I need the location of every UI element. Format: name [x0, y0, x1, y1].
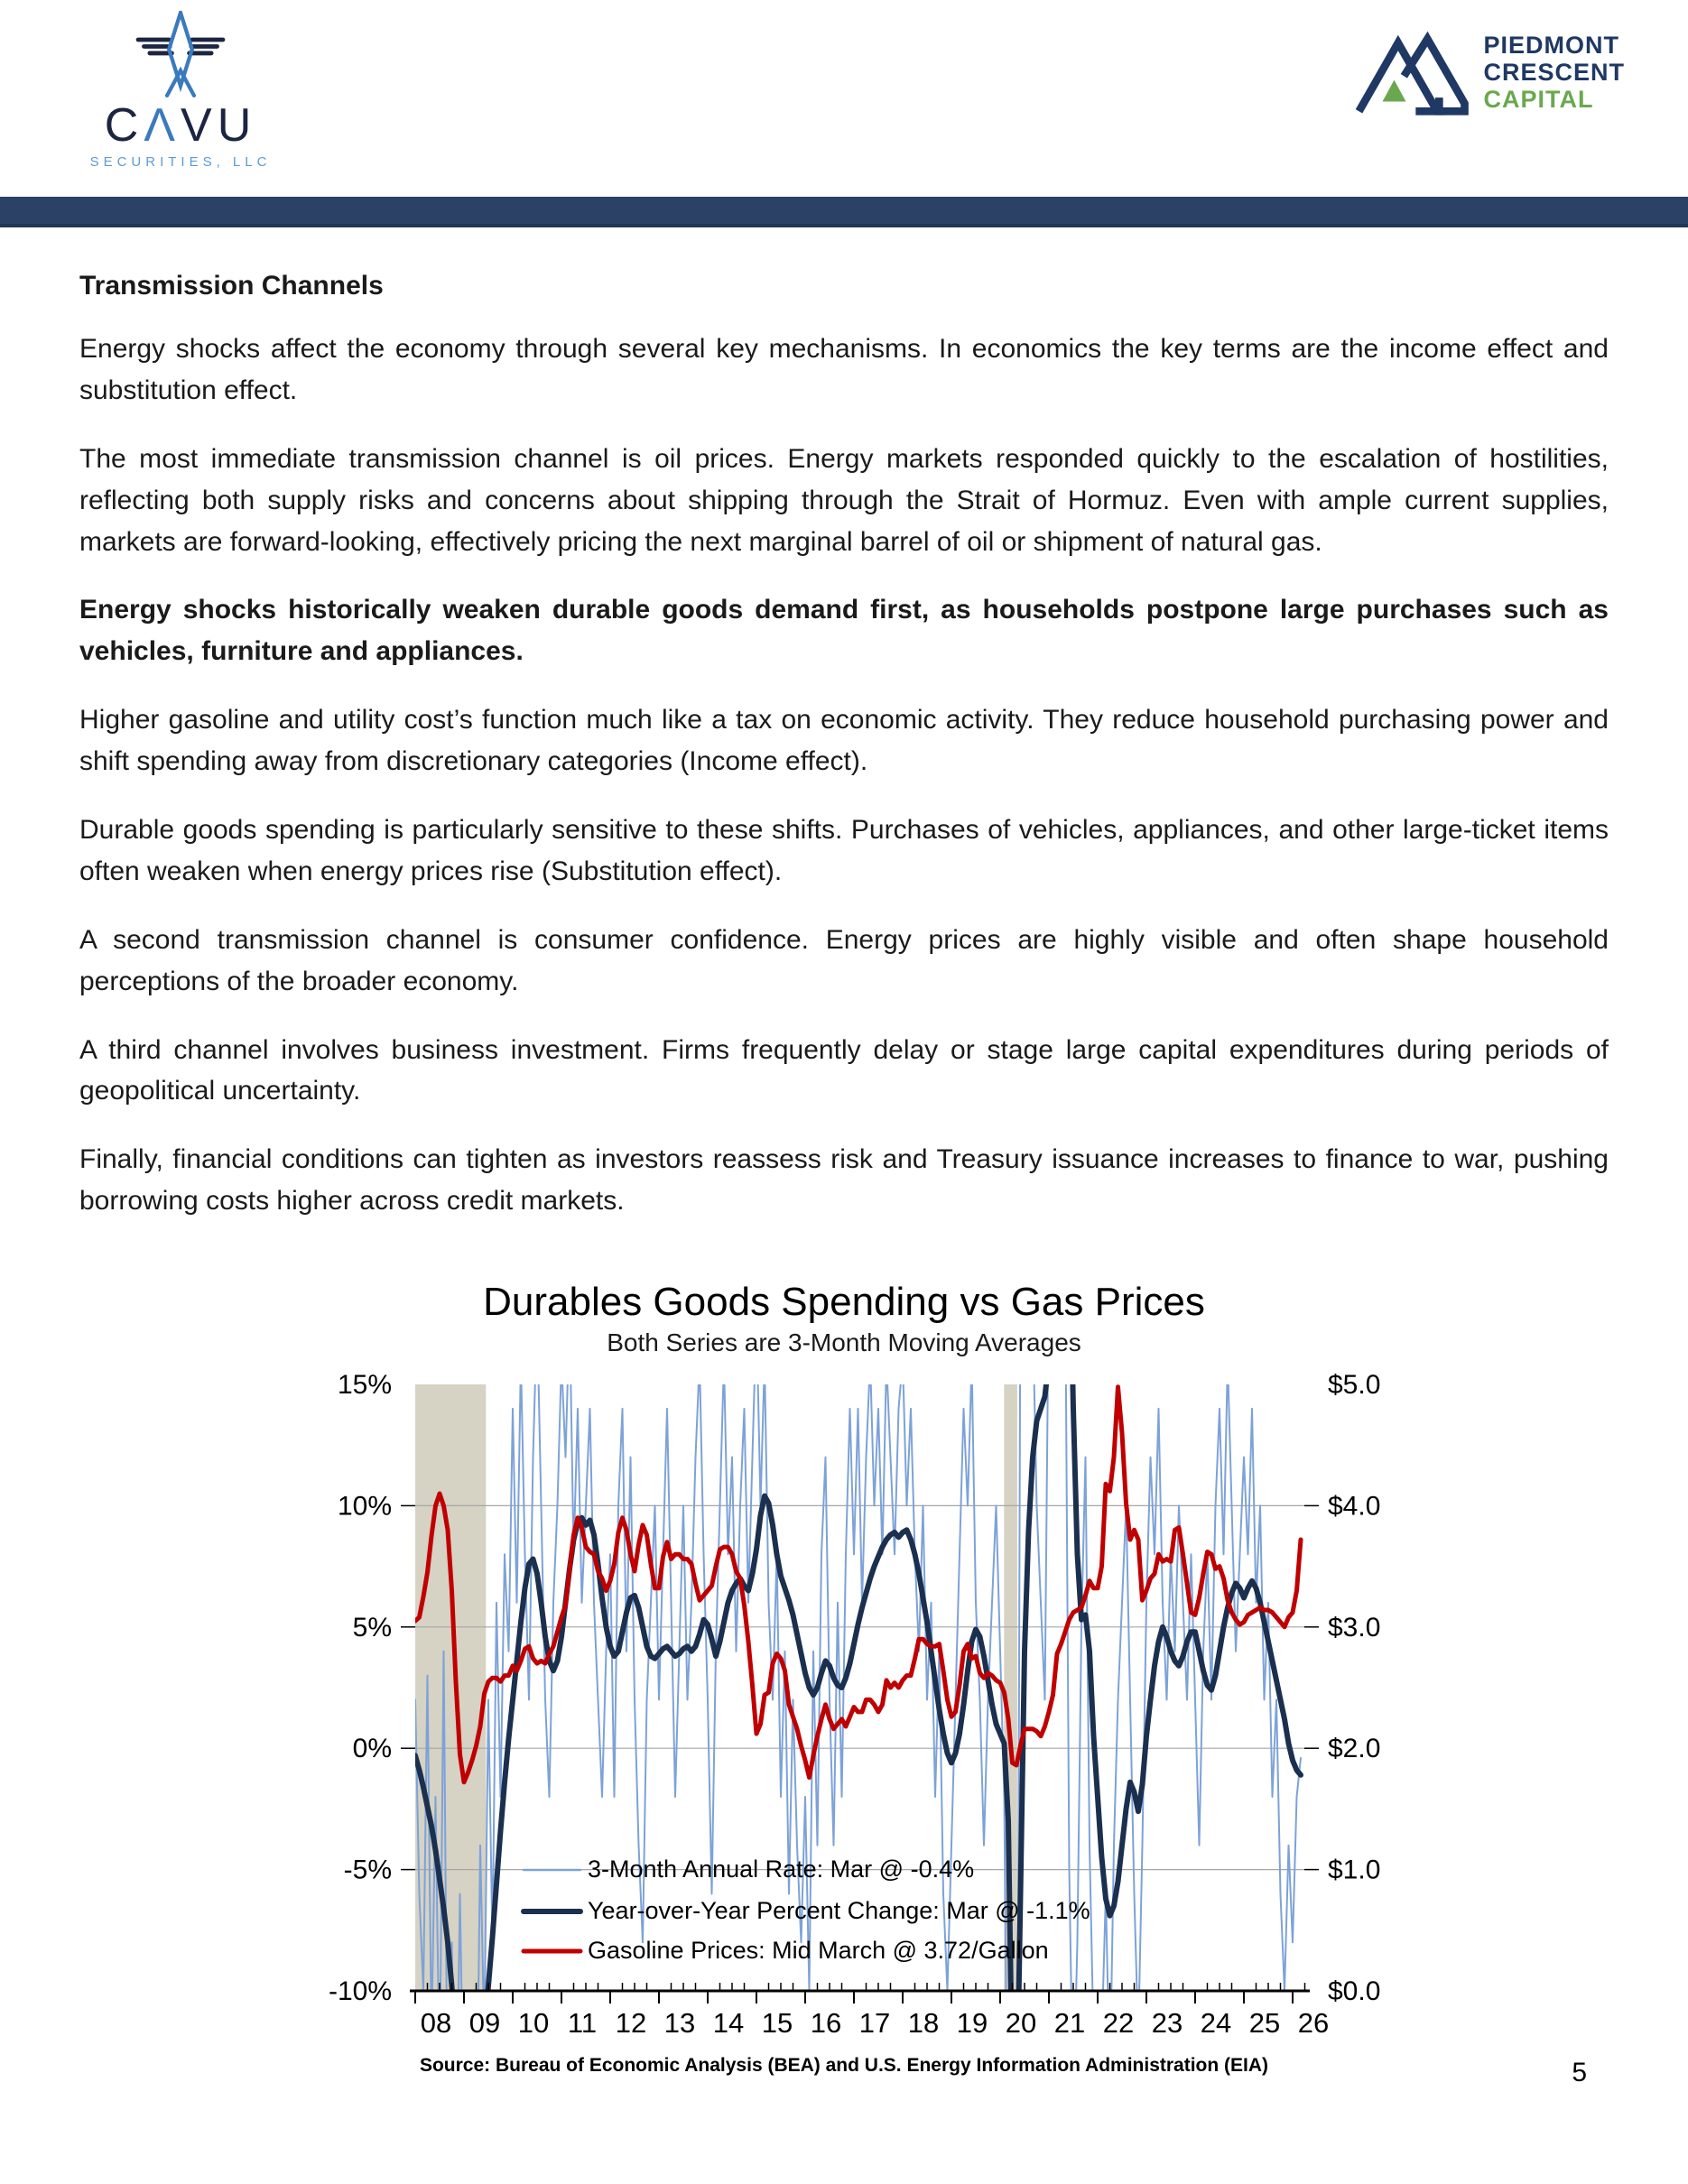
paragraph-container — [79, 329, 1609, 1222]
left-axis-label: 0% — [352, 1734, 392, 1764]
piedmont-crescent-logo — [1353, 27, 1625, 117]
left-axis-label: 5% — [352, 1612, 392, 1643]
x-tick-label: 12 — [615, 2007, 647, 2040]
legend-label-1: Year-over-Year Percent Change: Mar @ -1.1% — [588, 1897, 1090, 1925]
right-axis-label: $3.0 — [1328, 1612, 1381, 1643]
cavu-wordmark: CΛVU — [104, 99, 257, 152]
right-axis-label: $0.0 — [1328, 1976, 1381, 2007]
header-divider-bar — [0, 197, 1688, 227]
x-tick-label: 08 — [420, 2007, 452, 2040]
chart-title: Durables Goods Spending vs Gas Prices — [483, 1280, 1205, 1325]
paragraph: A third channel involves business investment. Firms frequently delay or stage large capital expenditures during periods of geopolitical uncertainty. — [79, 1034, 1609, 1106]
paragraph: Higher gasoline and utility cost’s function much like a tax on economic activity. They reduce household purchasing power and shift spending away from discretionary categories (Income effect). — [79, 705, 1609, 777]
left-axis-label: 10% — [337, 1491, 392, 1522]
right-axis-label: $4.0 — [1328, 1491, 1381, 1522]
x-tick-label: 25 — [1248, 2007, 1281, 2040]
paragraph: Energy shocks historically weaken durable goods demand first, as households postpone large purchases such as vehicles, furniture and appliances. — [79, 595, 1609, 667]
x-tick-label: 13 — [663, 2007, 696, 2040]
right-axis-label: $5.0 — [1328, 1370, 1381, 1401]
right-axis-label: $2.0 — [1328, 1734, 1381, 1764]
chart-plot-area — [266, 1359, 1422, 2050]
paragraph: Finally, financial conditions can tighten as investors reassess risk and Treasury issuance increases to finance to war, pushing borrowing costs higher across credit markets. — [79, 1144, 1609, 1217]
x-tick-label: 17 — [858, 2007, 891, 2040]
chart-source-note: Source: Bureau of Economic Analysis (BEA) and U.S. Energy Information Administration (EIA) — [419, 2055, 1269, 2077]
x-tick-label: 18 — [907, 2007, 940, 2040]
page-number: 5 — [1572, 2058, 1587, 2087]
x-tick-label: 15 — [761, 2007, 793, 2040]
x-tick-label: 19 — [956, 2007, 988, 2040]
chart-subtitle: Both Series are 3-Month Moving Averages — [607, 1328, 1081, 1357]
x-tick-label: 11 — [567, 2007, 598, 2040]
x-tick-label: 09 — [468, 2007, 501, 2040]
x-tick-label: 24 — [1200, 2007, 1232, 2040]
chart-figure — [266, 1280, 1422, 2077]
cavu-star-icon — [131, 11, 230, 97]
x-tick-label: 22 — [1102, 2007, 1135, 2040]
left-axis-label: -5% — [343, 1855, 392, 1885]
left-axis-label: 15% — [337, 1370, 392, 1401]
x-tick-label: 26 — [1297, 2007, 1330, 2040]
legend-label-0: 3-Month Annual Rate: Mar @ -0.4% — [588, 1855, 975, 1883]
paragraph: Durable goods spending is particularly sensitive to these shifts. Purchases of vehicles, appliances, and other large-ticket items often weaken when energy prices rise (Substitution effect). — [79, 815, 1609, 886]
x-tick-label: 21 — [1053, 2007, 1086, 2040]
page-header — [0, 0, 1688, 197]
section-heading: Transmission Channels — [79, 271, 384, 301]
left-axis-label: -10% — [328, 1976, 392, 2007]
piedmont-mountain-icon — [1353, 27, 1470, 117]
recession-band — [415, 1384, 486, 1991]
x-tick-label: 20 — [1005, 2007, 1037, 2040]
cavu-subtitle: SECURITIES, LLC — [89, 154, 272, 170]
legend-label-2: Gasoline Prices: Mid March @ 3.72/Gallon — [588, 1937, 1049, 1965]
paragraph: A second transmission channel is consumer confidence. Energy prices are highly visible and often shape household perceptions of the broader economy. — [79, 924, 1609, 996]
x-tick-label: 14 — [712, 2007, 745, 2040]
article-body — [0, 271, 1688, 2077]
x-tick-label: 23 — [1151, 2007, 1183, 2040]
durables-vs-gas-chart — [266, 1359, 1422, 2045]
paragraph: Energy shocks affect the economy through several key mechanisms. In economics the key terms are the income effect and substitution effect. — [79, 334, 1609, 405]
x-tick-label: 16 — [810, 2007, 842, 2040]
piedmont-line2: CRESCENT — [1483, 58, 1625, 86]
x-tick-label: 10 — [517, 2007, 550, 2040]
piedmont-line3: CAPITAL — [1483, 86, 1594, 114]
piedmont-wordmark — [1483, 32, 1625, 114]
cavu-securities-logo — [86, 11, 275, 170]
piedmont-line1: PIEDMONT — [1483, 31, 1619, 59]
paragraph: The most immediate transmission channel is oil prices. Energy markets responded quickly to the escalation of hostilities, reflecting both supply risks and concerns about shipping through the Strait of Hormuz. Even with ample current supplies, markets are forward-looking, effectively pricing the next marginal barrel of oil or shipment of natural gas. — [79, 443, 1609, 557]
right-axis-label: $1.0 — [1328, 1855, 1381, 1885]
